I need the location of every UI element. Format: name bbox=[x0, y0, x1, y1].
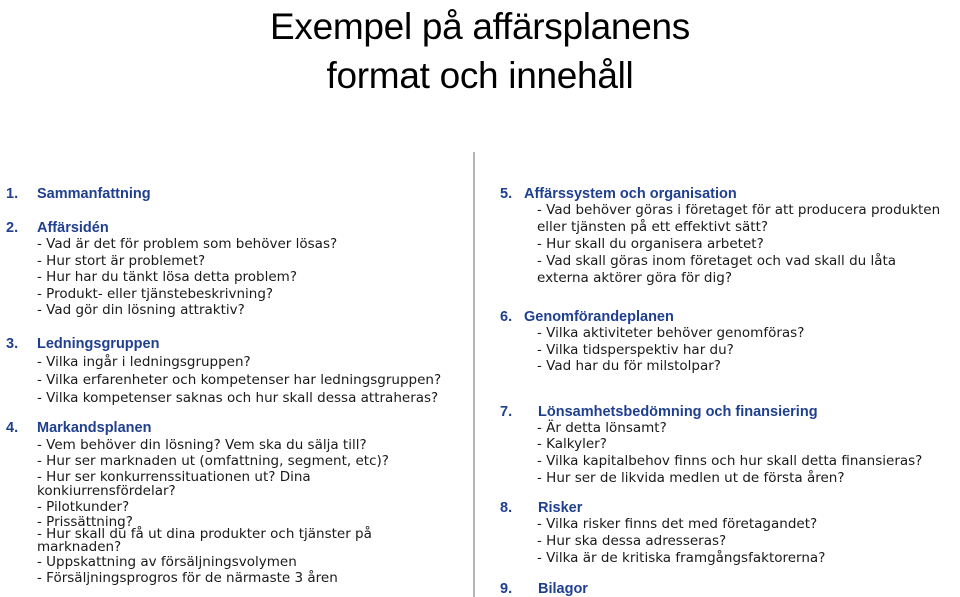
list-item: externa aktörer göra för dig? bbox=[537, 270, 732, 286]
list-item: - Kalkyler? bbox=[537, 436, 607, 452]
section-3-title: Ledningsgruppen bbox=[37, 336, 160, 352]
list-item: - Vilka är de kritiska framgångsfaktorerna? bbox=[537, 550, 826, 566]
list-item: - Hur ska dessa adresseras? bbox=[537, 533, 727, 549]
list-item: - Vad gör din lösning attraktiv? bbox=[37, 302, 245, 318]
section-7-heading bbox=[500, 404, 818, 420]
section-9-heading bbox=[500, 581, 588, 597]
section-1-heading bbox=[6, 186, 151, 202]
list-item: - Hur ser konkurrenssituationen ut? Dina bbox=[37, 469, 311, 485]
section-3-number: 3. bbox=[6, 336, 19, 352]
list-item: - Vilka risker finns det med företagandet? bbox=[537, 516, 818, 532]
column-divider bbox=[473, 152, 475, 597]
list-item: - Är detta lönsamt? bbox=[537, 420, 667, 436]
section-6-heading bbox=[500, 309, 674, 325]
section-3-heading bbox=[6, 336, 160, 352]
section-5-number: 5. bbox=[500, 186, 513, 202]
list-item: - Vilka ingår i ledningsgruppen? bbox=[37, 354, 251, 370]
list-item: - Vad skall göras inom företaget och vad skall du låta bbox=[537, 253, 897, 269]
list-item: - Vilka kapitalbehov finns och hur skall detta finansieras? bbox=[537, 453, 923, 469]
section-2-number: 2. bbox=[6, 220, 19, 236]
list-item: - Vilka erfarenheter och kompetenser har ledningsgruppen? bbox=[37, 372, 442, 388]
list-item: eller tjänsten på ett effektivt sätt? bbox=[537, 219, 769, 235]
list-item: - Hur har du tänkt lösa detta problem? bbox=[37, 269, 297, 285]
list-item: - Vilka kompetenser saknas och hur skall dessa attraheras? bbox=[37, 390, 439, 406]
section-6-number: 6. bbox=[500, 309, 513, 325]
list-item: - Vad är det för problem som behöver lösas? bbox=[37, 236, 338, 252]
list-item: marknaden? bbox=[37, 539, 122, 555]
section-5-title: Affärssystem och organisation bbox=[524, 186, 737, 202]
list-item: konkiurrensfördelar? bbox=[37, 483, 176, 499]
list-item: - Vem behöver din lösning? Vem ska du sälja till? bbox=[37, 437, 367, 453]
list-item: - Pilotkunder? bbox=[37, 499, 130, 515]
list-item: - Vad har du för milstolpar? bbox=[537, 358, 721, 374]
section-1-title: Sammanfattning bbox=[37, 186, 151, 202]
title-line-1: Exempel på affärsplanens bbox=[270, 6, 690, 47]
section-8-heading bbox=[500, 500, 583, 516]
section-6-title: Genomförandeplanen bbox=[524, 309, 674, 325]
list-item: - Prissättning? bbox=[37, 514, 133, 530]
section-1-number: 1. bbox=[6, 186, 19, 202]
slide-title bbox=[0, 0, 960, 100]
section-4-title: Markandsplanen bbox=[37, 420, 152, 436]
list-item: - Hur ser marknaden ut (omfattning, segment, etc)? bbox=[37, 453, 389, 469]
title-line-2: format och innehåll bbox=[326, 55, 634, 96]
section-7-number: 7. bbox=[500, 404, 513, 420]
section-5-heading bbox=[500, 186, 737, 202]
section-7-title: Lönsamhetsbedömning och finansiering bbox=[538, 404, 818, 420]
list-item: - Produkt- eller tjänstebeskrivning? bbox=[37, 286, 274, 302]
section-9-title: Bilagor bbox=[538, 581, 588, 597]
section-4-heading bbox=[6, 420, 152, 436]
section-2-heading bbox=[6, 220, 109, 236]
list-item: - Hur skall du organisera arbetet? bbox=[537, 236, 764, 252]
section-8-title: Risker bbox=[538, 500, 583, 516]
section-4-number: 4. bbox=[6, 420, 19, 436]
section-2-title: Affärsidén bbox=[37, 220, 109, 236]
list-item: - Uppskattning av försäljningsvolymen bbox=[37, 554, 297, 570]
section-8-number: 8. bbox=[500, 500, 513, 516]
list-item: - Hur stort är problemet? bbox=[37, 253, 206, 269]
list-item: - Vad behöver göras i företaget för att producera produkten bbox=[537, 202, 941, 218]
list-item: - Hur skall du få ut dina produkter och tjänster på bbox=[37, 526, 372, 542]
list-item: - Försäljningsprogros för de närmaste 3 åren bbox=[37, 570, 338, 586]
list-item: - Vilka tidsperspektiv har du? bbox=[537, 342, 734, 358]
section-9-number: 9. bbox=[500, 581, 513, 597]
list-item: - Vilka aktiviteter behöver genomföras? bbox=[537, 325, 805, 341]
list-item: - Hur ser de likvida medlen ut de första åren? bbox=[537, 470, 845, 486]
